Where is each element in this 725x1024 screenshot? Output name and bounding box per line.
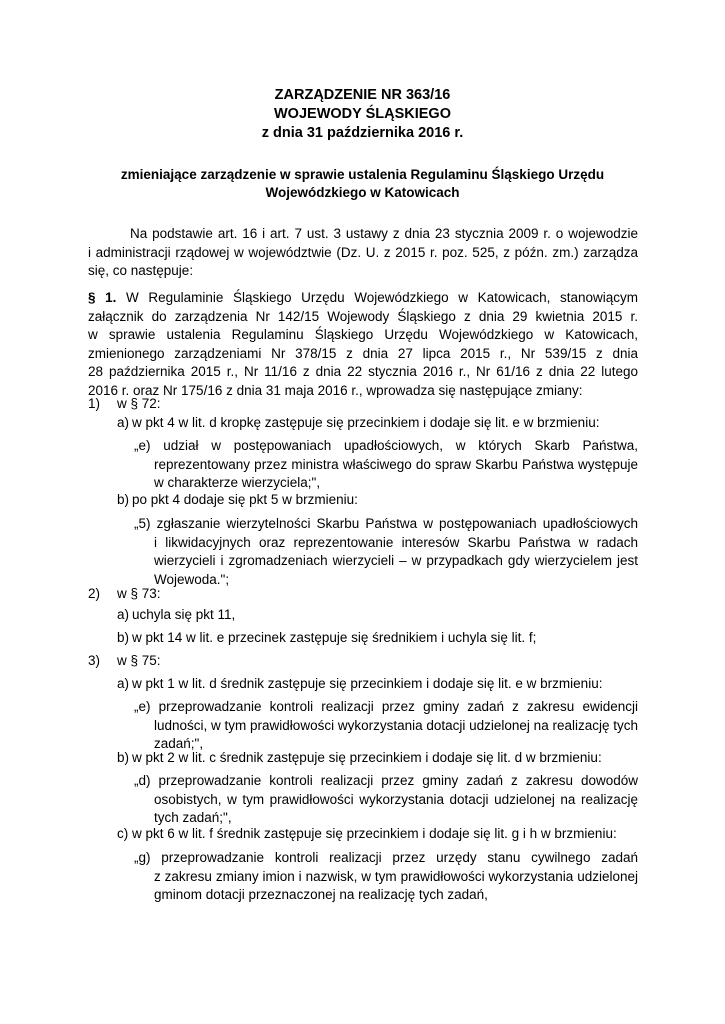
preamble-line: i administracji rządowej w województwie (Dz. U. z 2015 r. poz. 525, z późn. zm.) zarządza [88,244,638,260]
item-3a-text: w pkt 1 w lit. d średnik zastępuje się przecinkiem i dodaje się lit. e w brzmieniu: [132,676,603,691]
quote-line: osobistych, w tym prawidłowości wykorzystania dotacji udzielonej na realizację [154,791,638,807]
item-2b-label: b) [117,630,130,645]
item-3-number: 3) [88,653,101,668]
quote-line: z zakresu zmiany imion i nazwisk, w tym prawidłowości wykorzystania udzielonej [154,868,638,884]
section-1 [88,289,638,400]
quote-line: gminom dotacji przeznaczonej na realizację tych zadań, [154,887,488,902]
item-3c-quote [134,849,638,905]
quote-line: „e) przeprowadzanie kontroli realizacji przez gminy zadań z zakresu ewidencji [134,699,638,714]
document-title-date: z dnia 31 października 2016 r. [261,125,464,141]
item-2-number: 2) [88,586,101,601]
section-1-line: § 1. W Regulaminie Śląskiego Urzędu Wojewódzkiego w Katowicach, stanowiącym [88,290,638,305]
section-1-line: załącznik do zarządzenia Nr 142/15 Wojewody Śląskiego z dnia 29 kwietnia 2015 r. [88,308,638,324]
quote-line: reprezentowany przez ministra właściwego do spraw Skarbu Państwa występuje [154,456,638,472]
item-2a-text: uchyla się pkt 11, [132,607,236,622]
quote-line: tych zadań;", [154,810,232,825]
quote-line: „5) zgłaszanie wierzytelności Skarbu Państwa w postępowaniach upadłościowych [134,516,638,531]
preamble-line: Na podstawie art. 16 i art. 7 ust. 3 ustawy z dnia 23 stycznia 2009 r. o wojewodzie [130,226,638,241]
quote-line: Wojewoda."; [154,571,230,587]
item-1b-quote [134,515,638,589]
quote-line: wierzycieli i zgromadzeniach wierzycieli – w przypadkach gdy wierzycielem jest [154,553,638,568]
document-title-authority: WOJEWODY ŚLĄSKIEGO [274,106,451,122]
item-1a-text: w pkt 4 w lit. d kropkę zastępuje się przecinkiem i dodaje się lit. e w brzmieniu: [132,415,600,430]
section-1-line: 28 października 2015 r., Nr 11/16 z dnia 22 stycznia 2016 r., Nr 61/16 z dnia 22 lutego [88,364,638,379]
quote-line: ludności, w tym prawidłowości wykorzystania dotacji udzielonej na realizację tych [154,717,638,733]
document-subject-line-2: Wojewódzkiego w Katowicach [265,185,460,200]
item-2-text: w § 73: [117,586,161,601]
item-3c-label: c) [117,826,129,841]
item-1a-label: a) [117,415,130,430]
quote-line: „d) przeprowadzanie kontroli realizacji przez gminy zadań z zakresu dowodów [134,773,638,788]
item-1-number: 1) [88,396,101,411]
quote-line: zadań;", [154,736,204,751]
quote-line: „g) przeprowadzanie kontroli realizacji przez urzędy stanu cywilnego zadań [134,850,638,865]
preamble-line: się, co następuje: [88,263,194,278]
section-1-line: 2016 r. oraz Nr 175/16 z dnia 31 maja 2016 r., wprowadza się następujące zmiany: [88,382,583,398]
preamble [88,225,638,281]
quote-line: „e) udział w postępowaniach upadłościowych, w których Skarb Państwa, [134,438,638,453]
item-2b-text: w pkt 14 w lit. e przecinek zastępuje się średnikiem i uchyla się lit. f; [132,630,537,645]
item-2a-label: a) [117,607,130,622]
section-marker: § 1. [88,290,117,305]
item-1b-text: po pkt 4 dodaje się pkt 5 w brzmieniu: [132,492,358,507]
item-3a-quote [134,698,638,754]
document-subject-line-1: zmieniające zarządzenie w sprawie ustalenia Regulaminu Śląskiego Urzędu [120,167,605,182]
item-1-text: w § 72: [117,396,161,411]
section-1-line: zmienionego zarządzeniami Nr 378/15 z dnia 27 lipca 2015 r., Nr 539/15 z dnia [88,345,638,361]
document-title-number: ZARZĄDZENIE NR 363/16 [274,87,451,103]
item-1a-quote [134,437,638,493]
item-3c-text: w pkt 6 w lit. f średnik zastępuje się przecinkiem i dodaje się lit. g i h w brzmieniu: [132,826,617,841]
item-3b-label: b) [117,750,130,765]
section-1-line: w sprawie ustalenia Regulaminu Śląskiego Urzędu Wojewódzkiego w Katowicach, [88,327,638,342]
quote-line: w charakterze wierzyciela;", [154,475,321,490]
item-3b-text: w pkt 2 w lit. c średnik zastępuje się przecinkiem i dodaje się lit. d w brzmieniu: [132,750,602,765]
quote-line: i likwidacyjnych oraz reprezentowanie interesów Skarbu Państwa w radach [154,534,638,550]
item-3a-label: a) [117,676,130,691]
item-3b-quote [134,772,638,828]
item-3-text: w § 75: [117,653,161,668]
item-1b-label: b) [117,492,130,507]
